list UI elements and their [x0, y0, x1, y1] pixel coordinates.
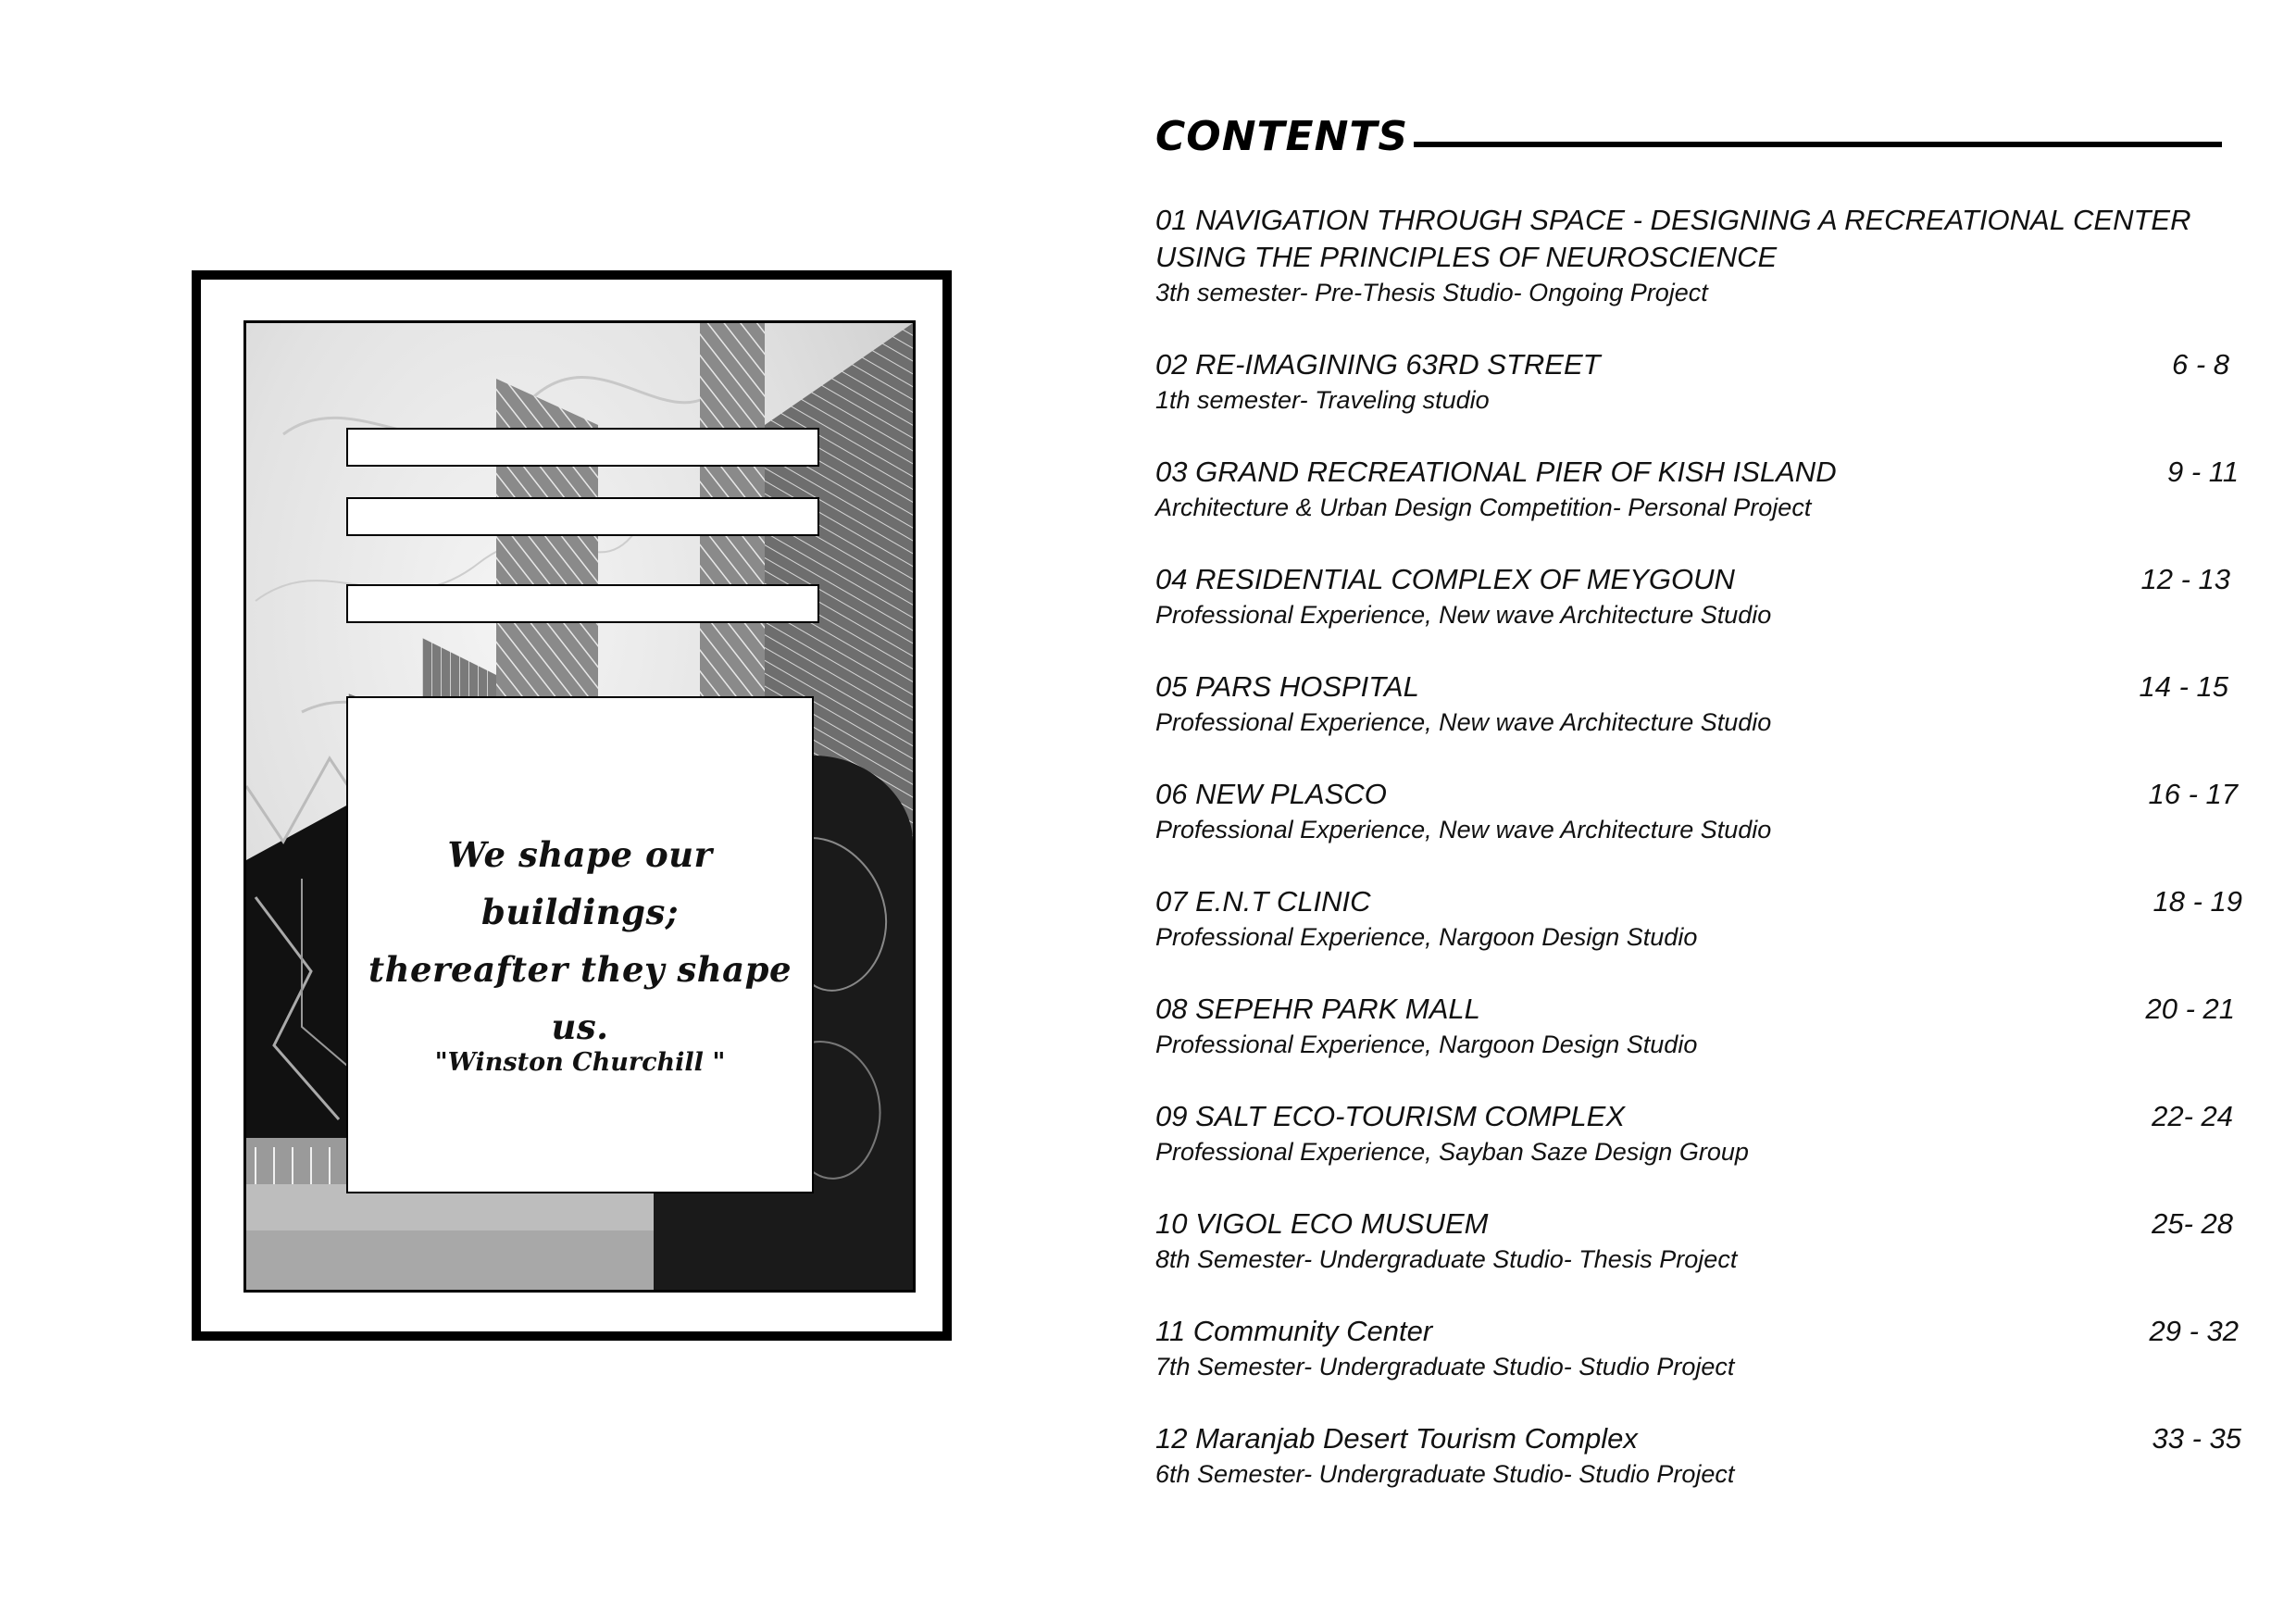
contents-entry	[1155, 454, 2239, 524]
entry-title: 12 Maranjab Desert Tourism Complex	[1155, 1422, 1638, 1455]
entry-subtitle: Architecture & Urban Design Competition- Personal Project	[1155, 493, 1812, 521]
entry-subtitle: 3th semester- Pre-Thesis Studio- Ongoing Project	[1155, 279, 1708, 306]
entry-title: 02 RE-IMAGINING 63RD STREET	[1155, 348, 1601, 381]
white-bar-3	[346, 584, 819, 623]
entry-title: 09 SALT ECO-TOURISM COMPLEX	[1155, 1100, 1626, 1132]
entry-pages: 18 - 19	[2152, 885, 2242, 918]
entry-title: 07 E.N.T CLINIC	[1155, 885, 1371, 918]
contents-entry	[1155, 202, 2239, 309]
entry-subtitle: 1th semester- Traveling studio	[1155, 386, 1490, 414]
heading-rule	[1414, 142, 2222, 147]
white-bar-1	[346, 428, 819, 467]
entry-pages: 6 - 8	[2171, 348, 2229, 381]
contents-entry	[1155, 883, 2242, 954]
quote-author: "Winston Churchill "	[434, 1048, 726, 1077]
white-bar-2	[346, 497, 819, 536]
entry-subtitle: 6th Semester- Undergraduate Studio- Studio Project	[1155, 1460, 1735, 1488]
contents-entry	[1155, 561, 2239, 631]
entry-subtitle: Professional Experience, Nargoon Design Studio	[1155, 923, 1698, 951]
entry-title: 05 PARS HOSPITAL	[1155, 670, 1419, 703]
entry-pages: 14 - 15	[2139, 670, 2228, 703]
entry-subtitle: 7th Semester- Undergraduate Studio- Studio Project	[1155, 1353, 1735, 1380]
entry-title: 06 NEW PLASCO	[1155, 778, 1387, 810]
contents-entry	[1155, 1420, 2239, 1491]
entry-subtitle: Professional Experience, Sayban Saze Design Group	[1155, 1138, 1749, 1166]
entry-title: 01 NAVIGATION THROUGH SPACE - DESIGNING A RECREATIONAL CENTER USING THE PRINCIPLES OF NEUROSCIENCE	[1155, 204, 2191, 273]
quote-card	[346, 696, 814, 1193]
quote-line-1: We shape our buildings;	[447, 834, 713, 932]
entry-title: 04 RESIDENTIAL COMPLEX OF MEYGOUN	[1155, 563, 1735, 595]
quote-line-2: thereafter they shape us.	[368, 949, 792, 1047]
entry-title: 08 SEPEHR PARK MALL	[1155, 993, 1480, 1025]
entry-subtitle: Professional Experience, New wave Architecture Studio	[1155, 708, 1772, 736]
contents-entry	[1155, 1206, 2239, 1276]
contents-entry	[1155, 668, 2239, 739]
entry-subtitle: 8th Semester- Undergraduate Studio- Thesis Project	[1155, 1245, 1738, 1273]
entry-title: 10 VIGOL ECO MUSUEM	[1155, 1207, 1489, 1240]
entry-pages: 16 - 17	[2148, 778, 2238, 810]
entry-pages: 33 - 35	[2152, 1422, 2241, 1455]
contents-entry	[1155, 991, 2239, 1061]
entry-pages: 25- 28	[2152, 1207, 2233, 1240]
entry-subtitle: Professional Experience, Nargoon Design Studio	[1155, 1031, 1698, 1058]
entry-pages: 22- 24	[2152, 1100, 2233, 1132]
contents-heading: CONTENTS	[1155, 113, 1409, 160]
quote-text	[348, 826, 812, 1056]
contents-entry	[1155, 346, 2239, 417]
entry-pages: 20 - 21	[2145, 993, 2235, 1025]
contents-entry	[1155, 1313, 2239, 1383]
entry-pages: 12 - 13	[2140, 563, 2230, 595]
contents-entry	[1155, 1098, 2239, 1168]
entry-pages: 9 - 11	[2167, 456, 2239, 488]
contents-entry	[1155, 776, 2239, 846]
entry-subtitle: Professional Experience, New wave Architecture Studio	[1155, 816, 1772, 843]
entry-subtitle: Professional Experience, New wave Architecture Studio	[1155, 601, 1772, 629]
entry-title: 11 Community Center	[1155, 1315, 1433, 1347]
entry-pages: 29 - 32	[2149, 1315, 2239, 1347]
entry-title: 03 GRAND RECREATIONAL PIER OF KISH ISLAND	[1155, 456, 1837, 488]
